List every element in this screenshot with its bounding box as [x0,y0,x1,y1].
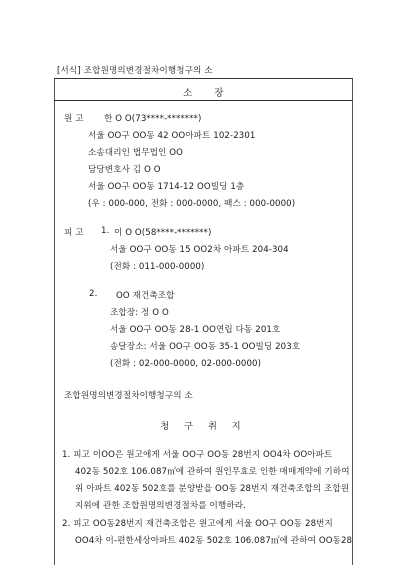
document-title: 소 장 [183,88,224,99]
plaintiff-office-address: 서울 OO구 OO동 1714-12 OO빌딩 1층 [88,182,245,192]
case-name: 조합원명의변경절차이행청구의 소 [64,391,193,401]
defendant-1-phone: (전화 : 011-000-0000) [110,262,205,272]
claim-2-line-1: 2. 피고 OO동28번지 재건축조합은 원고에게 서울 OO구 OO동 28번지 [62,519,333,529]
claim-section-title: 청 구 취 지 [160,421,247,432]
plaintiff-name: 한 O O(73****-*******) [104,114,202,124]
defendant-2-name: OO 재건축조합 [116,291,175,301]
defendant-1-address: 서울 OO구 OO동 15 OO2차 아파트 204-304 [110,245,289,255]
plaintiff-address: 서울 OO구 OO동 42 OO아파트 102-2301 [88,131,256,141]
plaintiff-contact: (우 : 000-000, 전화 : 000-0000, 팩스 : 000-0000) [88,199,296,209]
plaintiff-representative: 소송대리인 법무법인 OO [88,148,184,158]
claim-1-line-4: 지위에 관한 조합원명의변경절차를 이행하라. [75,501,246,511]
claim-2-line-2: OO4차 이-편한세상아파트 402동 502호 106.087㎡에 관하여 OO동28 [75,536,353,546]
claim-1-line-3: 위 아파트 402동 502호를 분양받을 OO동 28번지 재건축조합의 조합원 [75,484,350,494]
defendant-2-chair: 조합장: 정 O O [110,308,169,318]
form-header-label: [서식] 조합원명의변경절차이행청구의 소 [57,66,213,76]
defendant-2-phone: (전화 : 02-000-0000, 02-000-0000) [110,359,262,369]
claim-1-line-1: 1. 피고 이OO은 원고에게 서울 OO구 OO동 28번지 OO4차 OO아파트 [62,450,333,460]
defendant-1-number: 1. [101,226,110,236]
defendant-2-service-address: 송달장소: 서울 OO구 OO동 35-1 OO빌딩 203호 [110,342,301,352]
claim-1-line-2: 402동 502호 106.087㎡에 관하여 원인무효로 인한 매매계약에 기하여 [75,467,350,477]
title-rule [54,100,353,101]
plaintiff-attorney: 담당변호사 김 O O [88,165,161,175]
defendant-role-label: 피 고 [64,228,84,238]
plaintiff-role-label: 원 고 [64,114,84,124]
defendant-1-name: 이 O O(58****-*******) [114,228,212,238]
defendant-2-number: 2. [89,289,98,299]
defendant-2-address: 서울 OO구 OO동 28-1 OO연립 다동 201호 [110,325,281,335]
